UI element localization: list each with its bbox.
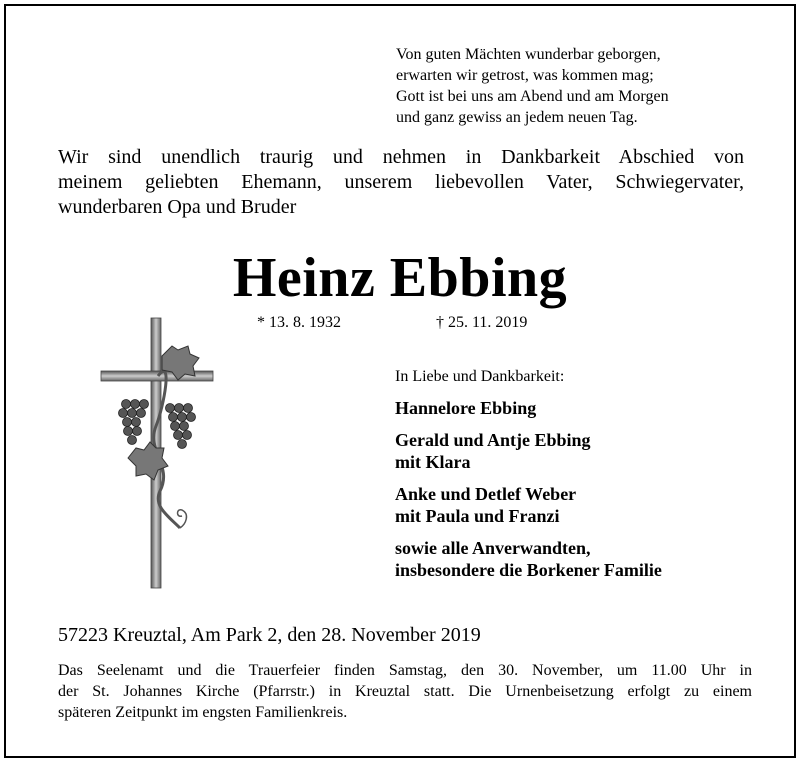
verse-line: erwarten wir getrost, was kommen mag; [396, 67, 654, 84]
mourner-line: sowie alle Anverwandten, [395, 538, 591, 558]
poem-verse [396, 44, 746, 128]
mourners-lead: In Liebe und Dankbarkeit: [395, 368, 565, 385]
mourner-line: Hannelore Ebbing [395, 398, 537, 418]
mourner-group [395, 537, 662, 581]
mourner-group [395, 429, 662, 473]
note-line: Das Seelenamt und die Trauerfeier finden Samstag, den 30. November, um 11.00 Uhr in [58, 662, 752, 679]
place-and-date: 57223 Kreuztal, Am Park 2, den 28. November 2019 [58, 624, 481, 646]
mourner-line: Anke und Detlef Weber [395, 484, 577, 504]
cross-with-grapevine-icon [98, 316, 218, 591]
death-date: † 25. 11. 2019 [436, 314, 528, 331]
mourner-line: mit Klara [395, 452, 471, 472]
verse-line: Gott ist bei uns am Abend und am Morgen [396, 88, 669, 105]
verse-line: und ganz gewiss an jedem neuen Tag. [396, 109, 638, 126]
verse-line: Von guten Mächten wunderbar geborgen, [396, 46, 661, 63]
note-line: späteren Zeitpunkt im engsten Familienkreis. [58, 704, 348, 721]
mourner-line: Gerald und Antje Ebbing [395, 430, 591, 450]
mourner-line: insbesondere die Borkener Familie [395, 560, 662, 580]
birth-date: * 13. 8. 1932 [257, 314, 341, 331]
intro-line: Wir sind unendlich traurig und nehmen in Dankbarkeit Abschied von [58, 146, 744, 168]
mourners-section [395, 367, 662, 581]
deceased-name: Heinz Ebbing [232, 247, 568, 309]
mourner-group [395, 397, 662, 419]
intro-line: wunderbaren Opa und Bruder [58, 196, 297, 218]
note-line: der St. Johannes Kirche (Pfarrstr.) in Kreuztal statt. Die Urnenbeisetzung erfolgt zu einem [58, 683, 752, 700]
intro-text [58, 145, 744, 220]
mourner-group [395, 483, 662, 527]
intro-line: meinem geliebten Ehemann, unserem liebevollen Vater, Schwiegervater, [58, 171, 744, 193]
service-note [58, 660, 752, 723]
mourner-line: mit Paula und Franzi [395, 506, 560, 526]
